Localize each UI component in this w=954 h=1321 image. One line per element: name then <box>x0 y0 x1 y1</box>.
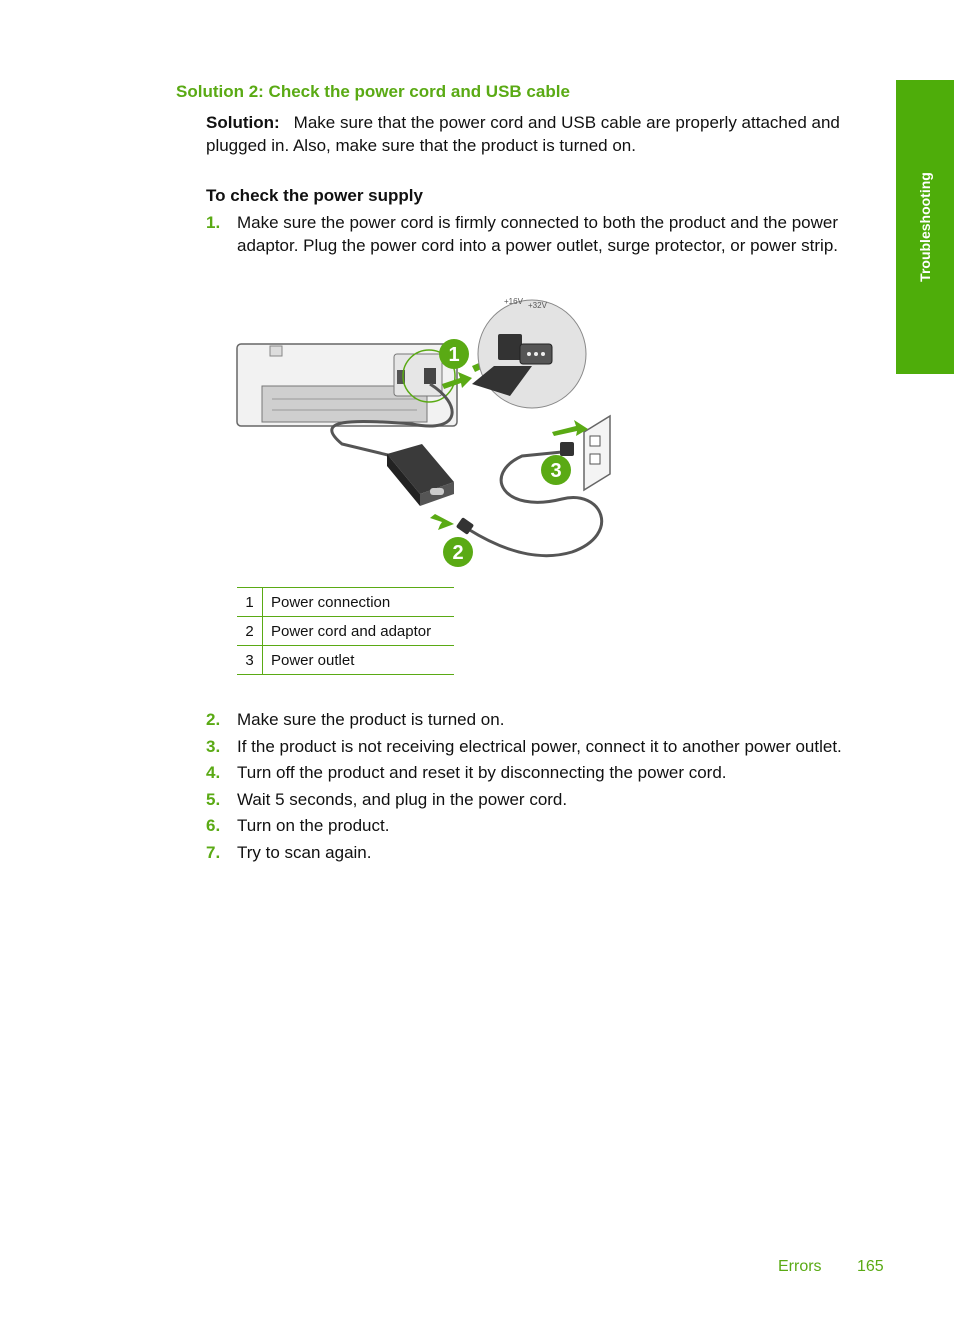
step-number: 5. <box>206 790 221 809</box>
section-title: Solution 2: Check the power cord and USB cable <box>176 82 570 101</box>
legend-table <box>237 587 454 675</box>
step-number: 6. <box>206 816 221 835</box>
step-7 <box>206 842 886 865</box>
step-4 <box>206 762 886 785</box>
step-text: If the product is not receiving electrical power, connect it to another power outlet. <box>237 737 842 756</box>
step-number: 7. <box>206 843 221 862</box>
step-number: 1. <box>206 213 221 232</box>
procedure-title: To check the power supply <box>206 186 423 205</box>
footer-section: Errors <box>778 1258 822 1275</box>
step-number: 3. <box>206 737 221 756</box>
step-text: Make sure the product is turned on. <box>237 710 505 729</box>
legend-number: 3 <box>237 646 263 675</box>
step-1 <box>206 212 886 257</box>
svg-text:2: 2 <box>452 542 464 564</box>
arrow-icon <box>430 514 454 530</box>
callout-1 <box>439 339 469 369</box>
step-text: Try to scan again. <box>237 843 372 862</box>
printer-icon <box>237 344 460 426</box>
step-text: Turn off the product and reset it by disconnecting the power cord. <box>237 763 727 782</box>
step-number: 2. <box>206 710 221 729</box>
solution-text: Make sure that the power cord and USB cable are properly attached and plugged in. Also, make sure that the product is turned on. <box>206 113 840 155</box>
port-label-32v: +32V <box>528 301 547 310</box>
step-text: Turn on the product. <box>237 816 390 835</box>
step-6 <box>206 815 886 838</box>
step-3 <box>206 736 886 759</box>
legend-label: Power connection <box>263 588 455 617</box>
callout-2 <box>443 537 473 567</box>
table-row <box>237 617 454 646</box>
svg-text:1: 1 <box>448 344 460 366</box>
svg-text:3: 3 <box>550 460 562 482</box>
power-connection-illustration <box>232 284 622 574</box>
legend-number: 2 <box>237 617 263 646</box>
table-row <box>237 588 454 617</box>
solution-paragraph <box>206 112 886 157</box>
step-text: Wait 5 seconds, and plug in the power cord. <box>237 790 568 809</box>
side-tab-label: Troubleshooting <box>917 172 933 282</box>
callout-3 <box>541 455 571 485</box>
step-2 <box>206 709 886 732</box>
side-tab <box>896 80 954 374</box>
legend-number: 1 <box>237 588 263 617</box>
page-number: 165 <box>857 1258 884 1275</box>
port-label-16v: +16V <box>504 297 523 306</box>
power-adaptor-icon <box>387 444 454 506</box>
step-5 <box>206 789 886 812</box>
legend-label: Power cord and adaptor <box>263 617 455 646</box>
solution-label: Solution: <box>206 113 280 132</box>
legend-label: Power outlet <box>263 646 455 675</box>
port-inset <box>472 297 586 408</box>
table-row <box>237 646 454 675</box>
step-number: 4. <box>206 763 221 782</box>
step-text: Make sure the power cord is firmly connected to both the product and the power adaptor. Plug the power cord into a power outlet, surge protector, or power strip. <box>237 213 839 255</box>
